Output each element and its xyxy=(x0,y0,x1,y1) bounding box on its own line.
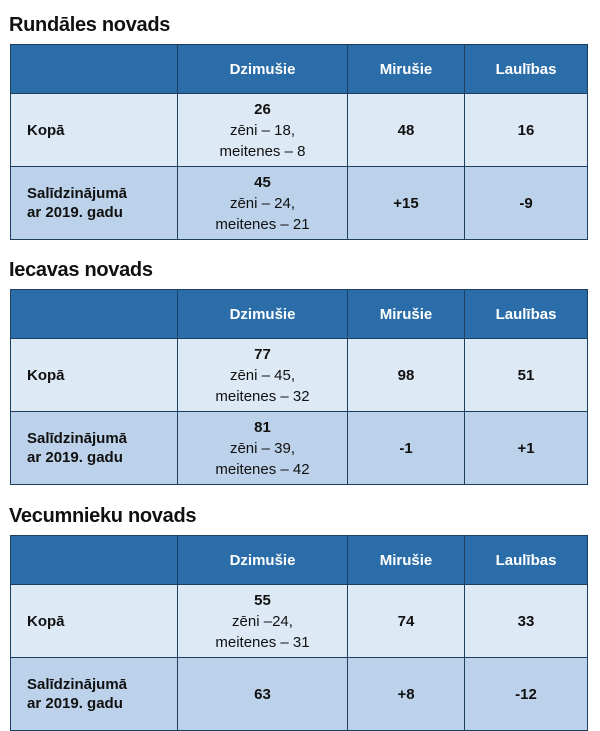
deaths-cell: -1 xyxy=(348,412,465,485)
births-girls: meitenes – 32 xyxy=(215,387,310,405)
total-row xyxy=(11,339,588,412)
comparison-row xyxy=(11,412,588,485)
header-blank xyxy=(11,290,178,339)
marriages-cell: -9 xyxy=(465,167,588,240)
region-section xyxy=(0,245,600,485)
row-label-line: Salīdzinājumā xyxy=(27,430,128,447)
header-births: Dzimušie xyxy=(178,536,348,585)
row-label xyxy=(11,658,178,731)
marriages-cell: -12 xyxy=(465,658,588,731)
births-girls: meitenes – 8 xyxy=(219,142,306,160)
births-total: 55 xyxy=(254,591,271,609)
stats-table xyxy=(10,44,588,240)
header-marriages: Laulības xyxy=(465,536,588,585)
row-label: Kopā xyxy=(11,339,178,412)
births-girls: meitenes – 42 xyxy=(215,460,310,478)
deaths-cell: 98 xyxy=(348,339,465,412)
section-title: Iecavas novads xyxy=(9,259,153,281)
marriages-cell: +1 xyxy=(465,412,588,485)
header-row xyxy=(11,290,588,339)
row-label-line: ar 2019. gadu xyxy=(27,695,123,712)
births-boys: zēni – 18, xyxy=(229,121,296,139)
header-marriages: Laulības xyxy=(465,290,588,339)
comparison-row xyxy=(11,167,588,240)
row-label: Kopā xyxy=(11,94,178,167)
births-cell xyxy=(178,585,348,658)
row-label xyxy=(11,167,178,240)
births-total: 63 xyxy=(254,685,271,703)
row-label-line: ar 2019. gadu xyxy=(27,449,123,466)
births-girls: meitenes – 21 xyxy=(215,215,310,233)
row-label: Kopā xyxy=(11,585,178,658)
births-boys: zēni – 39, xyxy=(229,439,296,457)
deaths-cell: 74 xyxy=(348,585,465,658)
header-blank xyxy=(11,536,178,585)
births-cell xyxy=(178,412,348,485)
births-cell xyxy=(178,167,348,240)
header-row xyxy=(11,45,588,94)
births-boys: zēni – 45, xyxy=(229,366,296,384)
section-title: Rundāles novads xyxy=(9,14,171,36)
stats-table xyxy=(10,289,588,485)
deaths-cell: +15 xyxy=(348,167,465,240)
stats-table xyxy=(10,535,588,731)
comparison-row xyxy=(11,658,588,731)
region-section xyxy=(0,491,600,731)
total-row xyxy=(11,585,588,658)
births-total: 81 xyxy=(254,418,271,436)
marriages-cell: 51 xyxy=(465,339,588,412)
deaths-cell: 48 xyxy=(348,94,465,167)
row-label xyxy=(11,412,178,485)
header-blank xyxy=(11,45,178,94)
header-deaths: Mirušie xyxy=(348,290,465,339)
births-total: 26 xyxy=(254,100,271,118)
births-cell xyxy=(178,94,348,167)
row-label-line: Salīdzinājumā xyxy=(27,676,128,693)
marriages-cell: 33 xyxy=(465,585,588,658)
births-cell xyxy=(178,339,348,412)
marriages-cell: 16 xyxy=(465,94,588,167)
region-section xyxy=(0,0,600,240)
births-total: 45 xyxy=(254,173,271,191)
total-row xyxy=(11,94,588,167)
births-boys: zēni – 24, xyxy=(229,194,296,212)
header-deaths: Mirušie xyxy=(348,45,465,94)
births-boys: zēni –24, xyxy=(232,612,293,630)
header-row xyxy=(11,536,588,585)
header-marriages: Laulības xyxy=(465,45,588,94)
section-title: Vecumnieku novads xyxy=(9,505,197,527)
row-label-line: ar 2019. gadu xyxy=(27,204,123,221)
row-label-line: Salīdzinājumā xyxy=(27,185,128,202)
deaths-cell: +8 xyxy=(348,658,465,731)
births-cell xyxy=(178,658,348,731)
header-births: Dzimušie xyxy=(178,290,348,339)
header-births: Dzimušie xyxy=(178,45,348,94)
births-total: 77 xyxy=(254,345,271,363)
births-girls: meitenes – 31 xyxy=(215,633,310,651)
header-deaths: Mirušie xyxy=(348,536,465,585)
